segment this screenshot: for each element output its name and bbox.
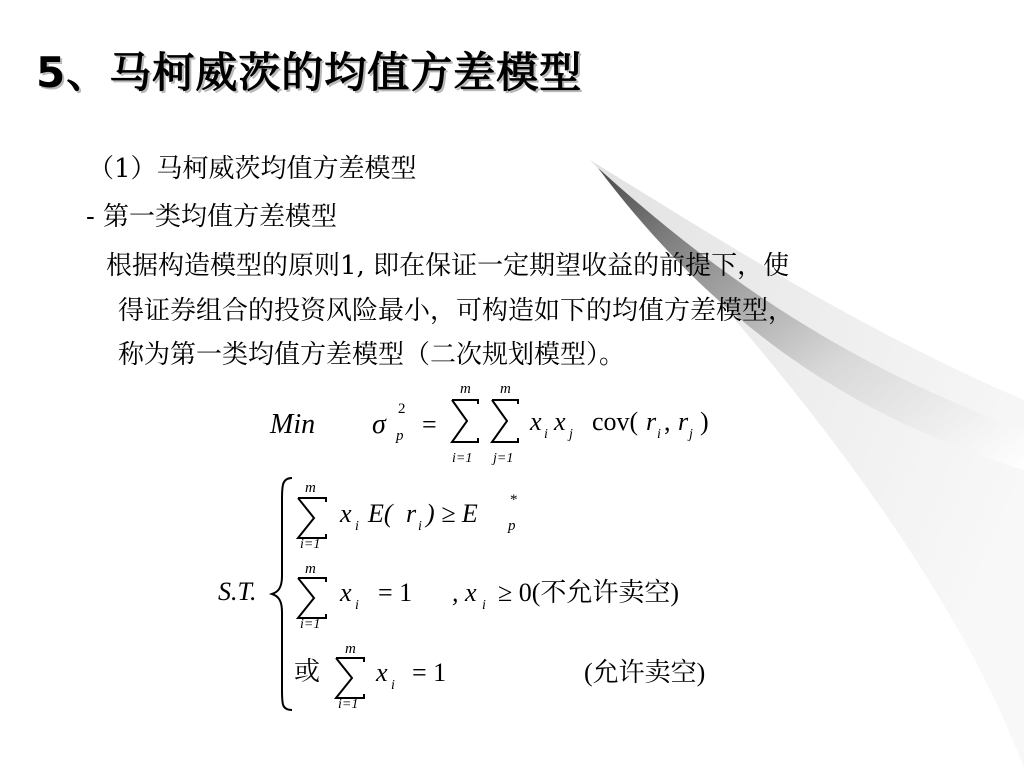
sigma-symbol: σ [372,409,386,440]
c2-sum-upper: m [305,561,316,577]
sigma-superscript: 2 [398,401,406,417]
close-paren: ) [700,407,709,436]
c1-x: x [340,499,352,528]
equals-sign: = [422,410,437,439]
c2-no-short-selling: ≥ 0(不允许卖空) [498,578,680,607]
paragraph-line-1: 根据构造模型的原则1, 即在保证一定期望收益的前提下，使 [106,251,790,281]
c2-condition-x: , x [452,578,477,607]
c2-x-subscript: i [355,598,359,613]
sum-sign-1 [452,400,478,442]
r-i-term: r [646,407,657,436]
x-i-term: x [530,407,542,436]
subtitle-line: （1）马柯威茨均值方差模型 [88,154,417,184]
sum-lower-2: j=1 [493,451,514,466]
paragraph-line-2: 得证券组合的投资风险最小，可构造如下的均值方差模型， [118,296,795,326]
c3-sum-sign [336,658,364,698]
c2-equals-one: = 1 [378,578,413,607]
sum-lower-1: i=1 [452,451,473,466]
c1-sum-lower: i=1 [300,537,321,552]
x-j-subscript: j [569,427,573,442]
c3-short-selling-allowed: (允许卖空) [584,658,706,687]
x-j-term: x [554,407,566,436]
min-label: Min [270,409,316,440]
c1-ge-E: ) ≥ E [426,499,478,528]
x-i-subscript: i [544,427,548,442]
r-i-subscript: i [657,427,661,442]
constraint-brace [272,478,292,710]
c3-or: 或 [294,657,321,686]
c3-equals-one: = 1 [412,658,447,687]
c1-E-superscript: * [510,492,518,508]
c2-x: x [340,578,352,607]
c3-sum-upper: m [345,641,356,657]
cov-text: cov( [592,407,639,436]
c2-condition-subscript: i [482,598,486,613]
st-label: S.T. [218,577,257,606]
c1-E-subscript: p [508,518,516,534]
c1-r-subscript: i [418,519,422,534]
sum-upper-1: m [460,381,471,397]
c2-sum-sign [298,578,326,618]
c1-sum-upper: m [305,480,316,496]
c3-x-subscript: i [391,678,395,693]
c3-sum-lower: i=1 [338,697,359,712]
c1-sum-sign [298,498,326,538]
sigma-subscript: p [396,428,404,444]
c1-r: r [406,499,417,528]
c1-x-subscript: i [355,519,359,534]
r-j-subscript: j [689,427,693,442]
sum-sign-2 [492,400,518,442]
bullet-line: - 第一类均值方差模型 [86,202,338,232]
r-j-term: r [678,407,689,436]
c2-sum-lower: i=1 [300,617,321,632]
c1-E: E( [368,499,393,528]
comma-sign: , [664,407,671,436]
c3-x: x [376,658,388,687]
slide-title: 5、马柯威茨的均值方差模型 [36,48,583,97]
paragraph-line-3: 称为第一类均值方差模型（二次规划模型）。 [118,340,626,370]
sum-upper-2: m [500,381,511,397]
